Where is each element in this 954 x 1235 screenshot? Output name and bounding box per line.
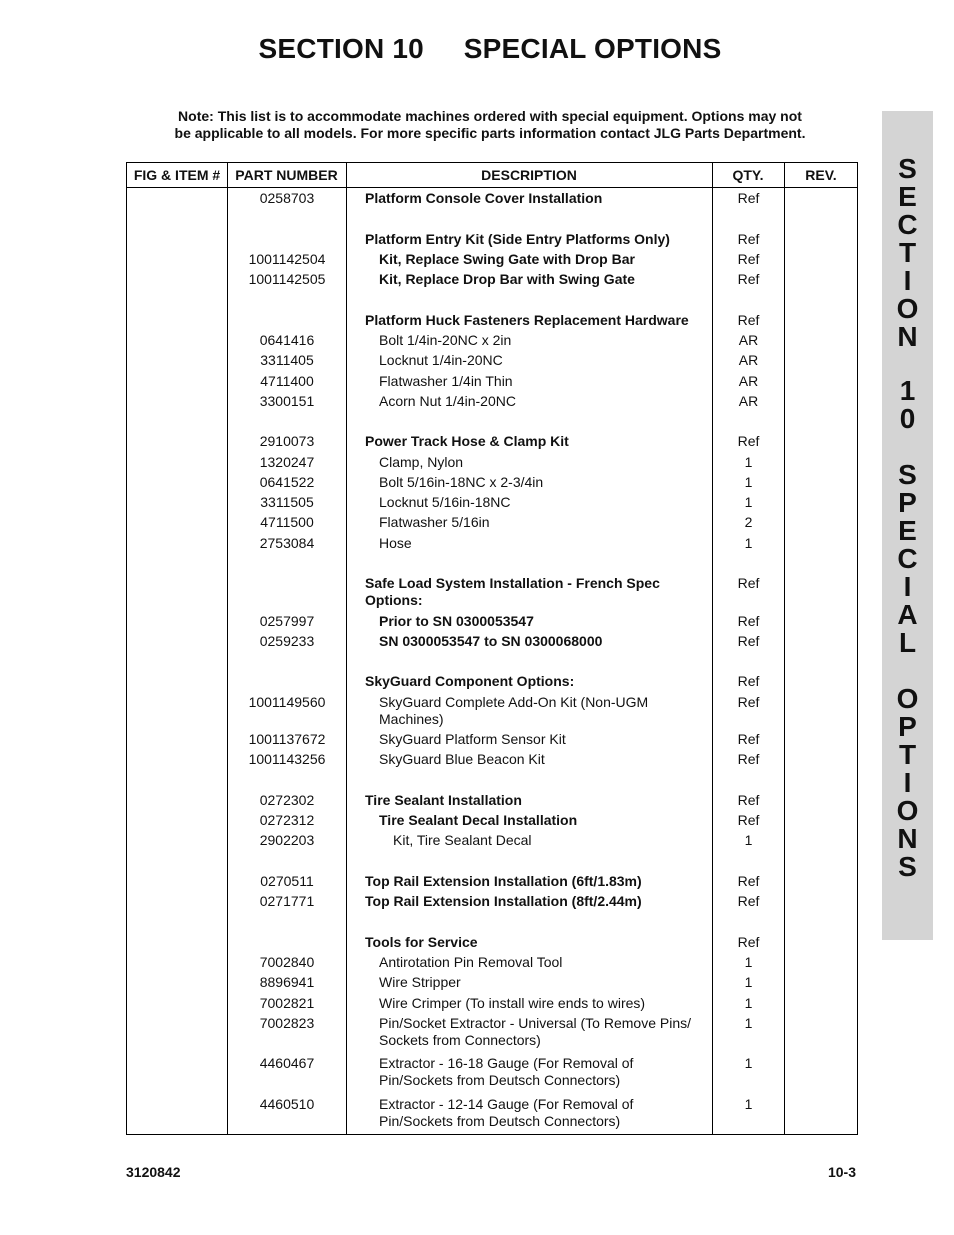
part-description: SkyGuard Blue Beacon Kit <box>379 751 545 767</box>
special-options-note <box>170 108 810 142</box>
part-description: Wire Crimper (To install wire ends to wires) <box>379 995 646 1011</box>
part-qty: 1 <box>744 954 753 970</box>
side-tab-letter: E <box>898 515 917 546</box>
part-qty: Ref <box>737 312 760 328</box>
part-description: SkyGuard Platform Sensor Kit <box>379 731 566 747</box>
part-qty: AR <box>738 373 759 389</box>
part-description: Platform Console Cover Installation <box>365 190 603 206</box>
part-description: Kit, Replace Swing Gate with Drop Bar <box>379 251 635 267</box>
part-description: Acorn Nut 1/4in-20NC <box>379 393 516 409</box>
part-number: 1320247 <box>259 454 315 470</box>
note-line-2: be applicable to all models. For more specific parts information contact JLG Parts Department. <box>174 125 806 141</box>
part-qty: Ref <box>737 251 760 267</box>
part-qty: Ref <box>737 893 760 909</box>
side-tab-letter: O <box>896 683 919 714</box>
side-tab-letter: P <box>898 711 917 742</box>
part-number: 4460467 <box>259 1055 315 1071</box>
part-qty: Ref <box>737 731 760 747</box>
part-description: Extractor - 16-18 Gauge (For Removal of Pin/Sockets from Deutsch Connectors) <box>379 1055 634 1088</box>
side-tab-letter: N <box>897 321 918 352</box>
side-tab-letter: S <box>898 153 917 184</box>
part-qty: Ref <box>737 633 760 649</box>
side-tab-letter: I <box>903 767 912 798</box>
part-qty: Ref <box>737 694 760 710</box>
part-number: 7002840 <box>259 954 315 970</box>
part-qty: 1 <box>744 995 753 1011</box>
part-number: 0641522 <box>259 474 315 490</box>
page-number: 10-3 <box>827 1164 856 1180</box>
side-tab-letter: O <box>896 795 919 826</box>
column-divider <box>784 163 785 1134</box>
part-description: Platform Entry Kit (Side Entry Platforms Only) <box>365 231 670 247</box>
part-description: Extractor - 12-14 Gauge (For Removal of Pin/Sockets from Deutsch Connectors) <box>379 1096 634 1129</box>
part-description: SkyGuard Component Options: <box>365 673 575 689</box>
part-number: 8896941 <box>259 974 315 990</box>
part-qty: Ref <box>737 792 760 808</box>
part-description: Wire Stripper <box>379 974 461 990</box>
part-description: Flatwasher 5/16in <box>379 514 490 530</box>
part-number: 0259233 <box>259 633 315 649</box>
part-qty: Ref <box>737 751 760 767</box>
part-qty: 1 <box>744 1015 753 1031</box>
part-number: 1001142504 <box>248 251 326 267</box>
part-description: SkyGuard Complete Add-On Kit (Non-UGM Machines) <box>379 694 649 727</box>
part-qty: 1 <box>744 832 753 848</box>
part-qty: AR <box>738 332 759 348</box>
part-qty: 1 <box>744 494 753 510</box>
part-number: 7002823 <box>259 1015 315 1031</box>
part-description: Pin/Socket Extractor - Universal (To Remove Pins/ Sockets from Connectors) <box>379 1015 691 1048</box>
part-number: 1001142505 <box>248 271 326 287</box>
part-qty: Ref <box>737 231 760 247</box>
part-qty: AR <box>738 352 759 368</box>
part-description: Tire Sealant Installation <box>365 792 522 808</box>
part-description: Kit, Replace Drop Bar with Swing Gate <box>379 271 635 287</box>
part-number: 0258703 <box>259 190 315 206</box>
part-number: 7002821 <box>259 995 315 1011</box>
part-number: 2753084 <box>259 535 315 551</box>
side-tab-letter: O <box>896 293 919 324</box>
part-number: 4711500 <box>260 514 314 530</box>
part-qty: 1 <box>744 974 753 990</box>
part-description: SN 0300053547 to SN 0300068000 <box>379 633 603 649</box>
part-number: 0270511 <box>260 873 314 889</box>
part-description: Tire Sealant Decal Installation <box>379 812 578 828</box>
part-description: Tools for Service <box>365 934 478 950</box>
part-number: 3311505 <box>260 494 314 510</box>
part-description: Kit, Tire Sealant Decal <box>393 832 532 848</box>
part-number: 1001137672 <box>248 731 326 747</box>
side-tab-letter: 1 <box>899 375 916 406</box>
part-description: Clamp, Nylon <box>379 454 464 470</box>
side-tab-letter: P <box>898 487 917 518</box>
part-qty: 1 <box>744 474 753 490</box>
part-qty: Ref <box>737 812 760 828</box>
part-description: Prior to SN 0300053547 <box>379 613 534 629</box>
header-part-number: PART NUMBER <box>235 167 338 183</box>
section-title: SECTION 10 SPECIAL OPTIONS <box>258 33 722 64</box>
part-qty: Ref <box>737 873 760 889</box>
side-tab-letter: I <box>903 571 912 602</box>
header-fig-item: FIG & ITEM # <box>133 167 221 183</box>
header-qty: QTY. <box>732 167 764 183</box>
part-number: 0272302 <box>259 792 315 808</box>
part-number: 3311405 <box>260 352 314 368</box>
document-number: 3120842 <box>126 1164 181 1180</box>
side-tab-letter: L <box>898 627 917 658</box>
part-description: Bolt 5/16in-18NC x 2-3/4in <box>379 474 544 490</box>
part-qty: Ref <box>737 433 760 449</box>
part-description: Power Track Hose & Clamp Kit <box>365 433 569 449</box>
part-description: Hose <box>379 535 412 551</box>
part-qty: 1 <box>744 535 753 551</box>
header-rev: REV. <box>805 167 837 183</box>
part-qty: Ref <box>737 271 760 287</box>
header-description: DESCRIPTION <box>481 167 577 183</box>
part-qty: 2 <box>744 514 753 530</box>
part-number: 0641416 <box>259 332 315 348</box>
side-tab-letter: T <box>898 739 917 770</box>
column-divider <box>346 163 347 1134</box>
part-description: Antirotation Pin Removal Tool <box>379 954 563 970</box>
part-qty: AR <box>738 393 759 409</box>
side-tab-letter: S <box>898 459 917 490</box>
side-tab-letter: C <box>897 543 918 574</box>
side-tab-letter: N <box>897 823 918 854</box>
part-qty: Ref <box>737 673 760 689</box>
part-qty: Ref <box>737 575 760 591</box>
side-tab-letter: I <box>903 265 912 296</box>
side-tab-letter: 0 <box>899 403 916 434</box>
side-tab-letter: S <box>898 851 917 882</box>
note-line-1: Note: This list is to accommodate machines ordered with special equipment. Options may not <box>178 108 802 124</box>
part-description: Locknut 5/16in-18NC <box>379 494 511 510</box>
part-qty: Ref <box>737 613 760 629</box>
side-tab-letter: E <box>898 181 917 212</box>
part-number: 1001149560 <box>248 694 326 710</box>
part-description: Safe Load System Installation - French Spec Options: <box>365 575 660 608</box>
part-description: Locknut 1/4in-20NC <box>379 352 503 368</box>
part-description: Top Rail Extension Installation (6ft/1.83m) <box>365 873 642 889</box>
table-header <box>127 163 857 188</box>
side-tab-letter: T <box>898 237 917 268</box>
part-qty: Ref <box>737 190 760 206</box>
part-number: 0271771 <box>259 893 315 909</box>
part-number: 3300151 <box>259 393 315 409</box>
part-description: Bolt 1/4in-20NC x 2in <box>379 332 512 348</box>
section-side-tab <box>882 111 933 940</box>
part-number: 1001143256 <box>248 751 326 767</box>
part-number: 2902203 <box>259 832 315 848</box>
side-tab-letter: C <box>897 209 918 240</box>
part-number: 4711400 <box>260 373 314 389</box>
part-qty: 1 <box>744 1055 753 1071</box>
part-qty: Ref <box>737 934 760 950</box>
side-tab-letter: A <box>897 599 918 630</box>
part-number: 0272312 <box>259 812 315 828</box>
part-description: Top Rail Extension Installation (8ft/2.44m) <box>365 893 642 909</box>
part-description: Flatwasher 1/4in Thin <box>379 373 513 389</box>
parts-table <box>126 162 858 1135</box>
part-number: 2910073 <box>259 433 315 449</box>
part-qty: 1 <box>744 1096 753 1112</box>
part-description: Platform Huck Fasteners Replacement Hardware <box>365 312 689 328</box>
part-qty: 1 <box>744 454 753 470</box>
part-number: 0257997 <box>259 613 315 629</box>
part-number: 4460510 <box>259 1096 315 1112</box>
